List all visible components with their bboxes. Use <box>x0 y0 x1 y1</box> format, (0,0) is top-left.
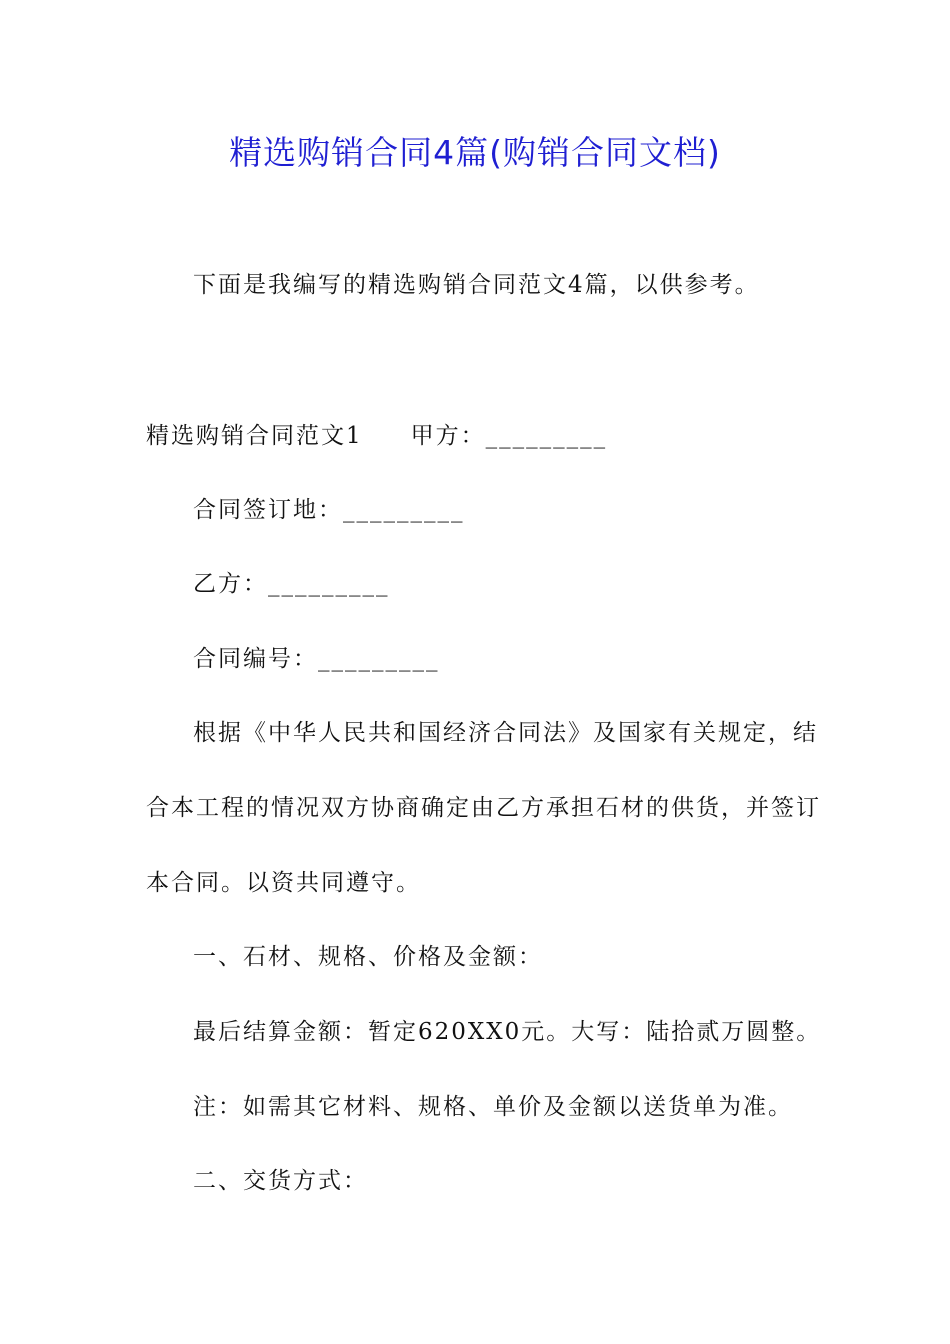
party-a-field: 甲方：_________ <box>410 423 608 449</box>
paragraph-line-3: 本合同。以资共同遵守。 <box>146 870 421 896</box>
paragraph-line-1: 根据《中华人民共和国经济合同法》及国家有关规定，结 <box>193 720 818 746</box>
party-b-field: 乙方：_________ <box>193 571 390 597</box>
final-amount-line: 最后结算金额：暂定620XX0元。大写：陆拾贰万圆整。 <box>193 1019 822 1045</box>
note-line: 注：如需其它材料、规格、单价及金额以送货单为准。 <box>193 1094 793 1120</box>
contract-number-field: 合同编号：_________ <box>193 646 440 672</box>
intro-paragraph: 下面是我编写的精选购销合同范文4篇，以供参考。 <box>193 272 760 298</box>
sign-place-field: 合同签订地：_________ <box>193 497 465 523</box>
item-2-heading: 二、交货方式： <box>193 1168 368 1194</box>
item-1-heading: 一、石材、规格、价格及金额： <box>193 944 543 970</box>
document-title: 精选购销合同4篇(购销合同文档) <box>229 133 721 172</box>
section-header-line <box>146 419 607 453</box>
paragraph-line-2: 合本工程的情况双方协商确定由乙方承担石材的供货，并签订 <box>146 795 821 821</box>
section-heading: 精选购销合同范文1 <box>146 423 363 449</box>
